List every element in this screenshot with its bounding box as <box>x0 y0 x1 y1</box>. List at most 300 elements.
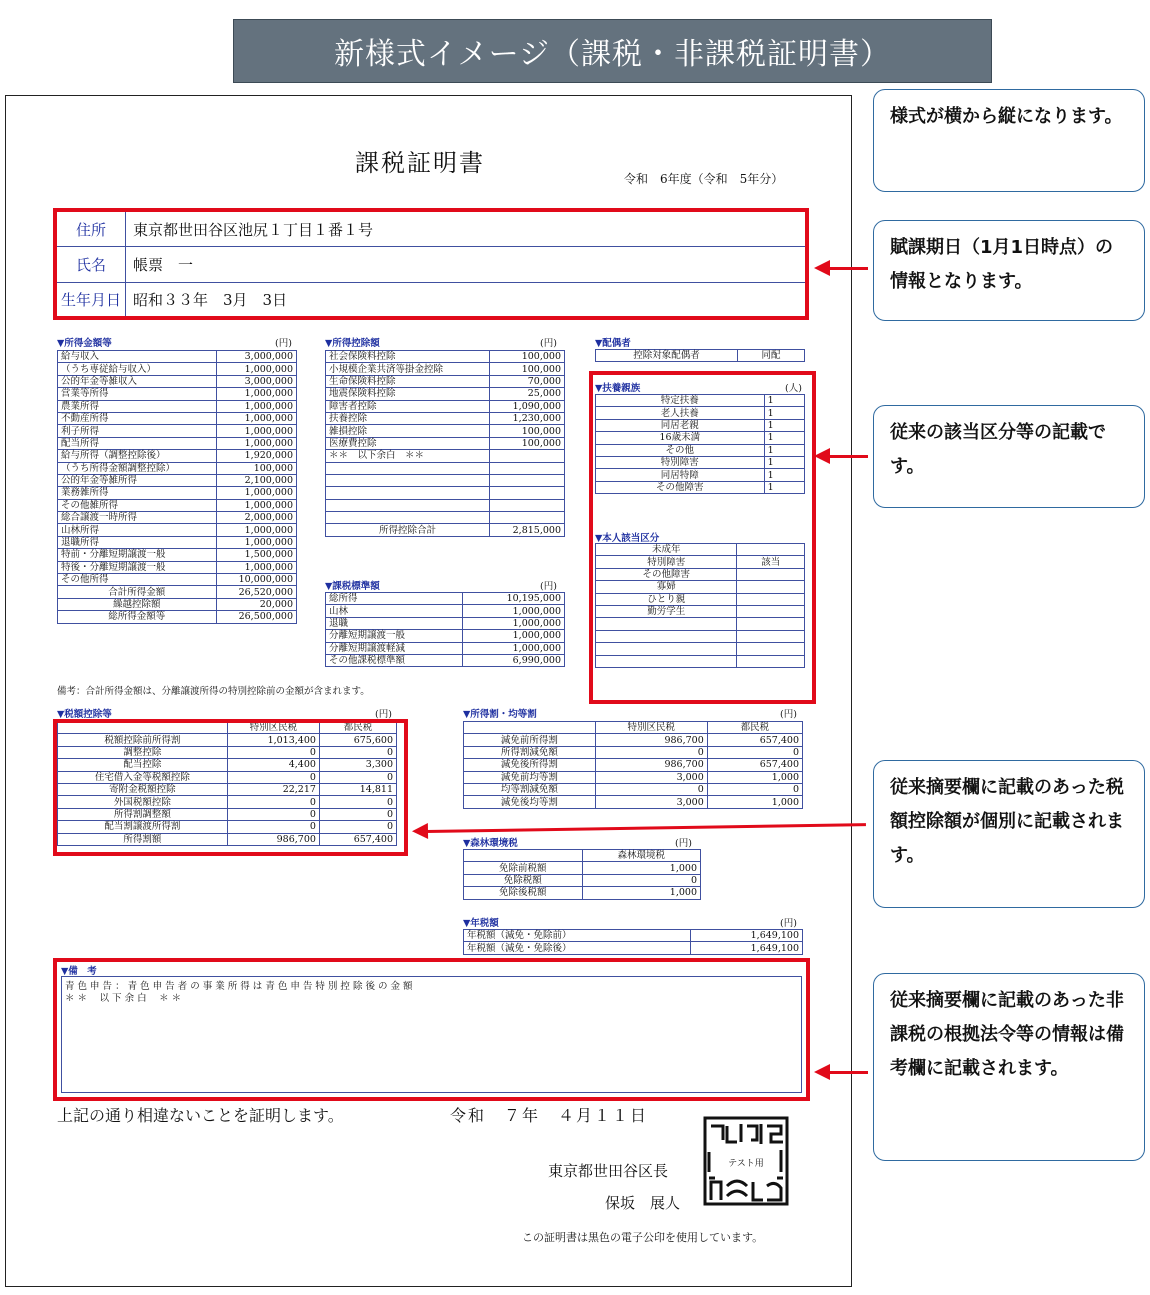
deduction-row <box>326 412 565 424</box>
taxcredit-label: 所得割額 <box>58 833 228 845</box>
deduction-total-value: 2,815,000 <box>489 524 564 536</box>
self-value <box>737 605 805 617</box>
taxbase-row <box>326 630 565 642</box>
incomesplit-ward-value: 3,000 <box>595 796 707 808</box>
annual-row <box>464 942 803 954</box>
deduction-row <box>326 425 565 437</box>
self-row <box>596 618 805 630</box>
taxcredit-label: 配当割譲渡所得割 <box>58 821 228 833</box>
incomesplit-label: 所得割減免額 <box>464 746 596 758</box>
self-row <box>596 593 805 605</box>
taxbase-unit: (円) <box>540 581 557 592</box>
deduction-value <box>489 474 564 486</box>
income-row <box>58 388 297 400</box>
deduction-value: 100,000 <box>489 351 564 363</box>
income-row <box>58 474 297 486</box>
deduction-heading: ▼所得控除額 <box>325 338 380 349</box>
banner-title: 新様式イメージ（課税・非課税証明書） <box>233 19 992 83</box>
taxcredit-ward-value: 0 <box>227 746 319 758</box>
income-row <box>58 499 297 511</box>
deduction-label: ＊＊ 以下余白 ＊＊ <box>326 450 490 462</box>
income-label: その他雑所得 <box>58 499 217 511</box>
income-label: 配当所得 <box>58 437 217 449</box>
deduction-label: 医療費控除 <box>326 437 490 449</box>
incomesplit-ward-value: 3,000 <box>595 771 707 783</box>
income-label: 給与収入 <box>58 351 217 363</box>
income-row <box>58 412 297 424</box>
self-label <box>596 618 737 630</box>
spouse-heading: ▼配偶者 <box>595 338 631 349</box>
deduction-label: 障害者控除 <box>326 400 490 412</box>
deduction-label <box>326 499 490 511</box>
income-label: 農業所得 <box>58 400 217 412</box>
income-row <box>58 375 297 387</box>
incomesplit-label: 減免前所得割 <box>464 734 596 746</box>
deduction-value: 100,000 <box>489 363 564 375</box>
taxcredit-ward-value: 0 <box>227 821 319 833</box>
income-label: 不動産所得 <box>58 412 217 424</box>
dependents-count: 1 <box>764 444 804 456</box>
self-heading: ▼本人該当区分 <box>595 533 660 544</box>
taxbase-row <box>326 617 565 629</box>
taxbase-value: 1,000,000 <box>463 617 565 629</box>
remarks-line2: ＊ ＊ 以 下 余 白 ＊ ＊ <box>65 993 182 1004</box>
annual-value: 1,649,100 <box>690 930 802 942</box>
taxcredit-ward-value: 22,217 <box>227 783 319 795</box>
deduction-value: 70,000 <box>489 375 564 387</box>
dependents-count: 1 <box>764 419 804 431</box>
income-row <box>58 512 297 524</box>
deduction-value <box>489 487 564 499</box>
incomesplit-col-metro: 都民税 <box>707 722 802 734</box>
incomesplit-row <box>464 734 803 746</box>
income-value: 1,000,000 <box>216 561 296 573</box>
dependents-row <box>596 432 805 444</box>
incomesplit-ward-value: 986,700 <box>595 734 707 746</box>
taxbase-value: 1,000,000 <box>463 630 565 642</box>
self-row <box>596 581 805 593</box>
deduction-row <box>326 462 565 474</box>
forest-value: 0 <box>582 874 701 886</box>
income-total-row <box>58 598 297 610</box>
income-table <box>57 350 297 624</box>
incomesplit-header-blank <box>464 722 596 734</box>
forest-row <box>464 887 701 899</box>
dependents-row <box>596 419 805 431</box>
incomesplit-row <box>464 783 803 795</box>
annual-label: 年税額（減免・免除後） <box>464 942 691 954</box>
self-table <box>595 543 805 668</box>
dependents-label: その他 <box>596 444 765 456</box>
taxbase-value: 1,000,000 <box>463 642 565 654</box>
deduction-value: 1,090,000 <box>489 400 564 412</box>
deduction-row <box>326 363 565 375</box>
self-value <box>737 655 805 667</box>
self-row <box>596 630 805 642</box>
income-label: 公的年金等雑収入 <box>58 375 217 387</box>
annual-value: 1,649,100 <box>690 942 802 954</box>
self-label: 未成年 <box>596 544 737 556</box>
spouse-table <box>595 349 805 362</box>
taxbase-label: 分離短期譲渡一般 <box>326 630 463 642</box>
forest-label: 免除後税額 <box>464 887 583 899</box>
incomesplit-row <box>464 759 803 771</box>
self-value <box>737 630 805 642</box>
remarks-line1: 青 色 申 告 ： 青 色 申 告 者 の 事 業 所 得 は 青 色 申 告 特 別 控 除 後 の 金 額 <box>65 981 413 992</box>
taxcredit-label: 寄附金税額控除 <box>58 783 228 795</box>
deduction-label <box>326 474 490 486</box>
income-row <box>58 363 297 375</box>
deduction-label <box>326 512 490 524</box>
self-value <box>737 568 805 580</box>
certify-statement: 上記の通り相違ないことを証明します。 <box>57 1106 344 1125</box>
annual-row <box>464 930 803 942</box>
forest-header <box>464 850 701 862</box>
taxcredit-label: 所得割調整額 <box>58 808 228 820</box>
deduction-value: 100,000 <box>489 425 564 437</box>
income-row <box>58 574 297 586</box>
dependents-count: 1 <box>764 407 804 419</box>
incomesplit-metro-value: 0 <box>707 746 802 758</box>
annual-heading: ▼年税額 <box>463 918 499 929</box>
annual-table <box>463 929 803 955</box>
deduction-row <box>326 450 565 462</box>
forest-unit: (円) <box>675 838 692 849</box>
self-row <box>596 556 805 568</box>
birth-label: 生年月日 <box>57 282 126 316</box>
arrow-assessment <box>828 267 868 270</box>
arrow-category <box>828 455 868 458</box>
income-value: 1,000,000 <box>216 400 296 412</box>
income-value: 1,000,000 <box>216 388 296 400</box>
forest-row <box>464 874 701 886</box>
deduction-total-row <box>326 524 565 536</box>
seal-note: この証明書は黒色の電子公印を使用しています。 <box>522 1231 764 1244</box>
income-label: 山林所得 <box>58 524 217 536</box>
taxbase-label: 総所得 <box>326 593 463 605</box>
callout-vertical-format: 様式が横から縦になります。 <box>873 89 1145 192</box>
deduction-total-label: 所得控除合計 <box>326 524 490 536</box>
deduction-value <box>489 462 564 474</box>
incomesplit-ward-value: 0 <box>595 746 707 758</box>
forest-header-blank <box>464 850 583 862</box>
deduction-label: 生命保険料控除 <box>326 375 490 387</box>
income-row <box>58 400 297 412</box>
incomesplit-header <box>464 722 803 734</box>
address-row <box>57 212 805 247</box>
dependents-label: 同居特障 <box>596 469 765 481</box>
dependents-label: 16歳未満 <box>596 432 765 444</box>
incomesplit-heading: ▼所得割・均等割 <box>463 709 537 720</box>
income-total-label: 繰越控除額 <box>58 598 217 610</box>
annual-unit: (円) <box>780 918 797 929</box>
callout-assessment-date: 賦課期日（1月1日時点）の情報となります。 <box>873 220 1145 321</box>
income-value: 1,000,000 <box>216 536 296 548</box>
dependents-count: 1 <box>764 469 804 481</box>
dependents-unit: (人) <box>785 383 802 394</box>
income-row <box>58 487 297 499</box>
dependents-label: 特定扶養 <box>596 395 765 407</box>
callout-remarks: 従来摘要欄に記載のあった非課税の根拠法令等の情報は備考欄に記載されます。 <box>873 973 1145 1161</box>
taxcredit-label: 税額控除前所得割 <box>58 734 228 746</box>
incomesplit-metro-value: 657,400 <box>707 734 802 746</box>
document-title: 課税証明書 <box>355 149 485 177</box>
incomesplit-label: 減免後均等割 <box>464 796 596 808</box>
taxcredit-metro-value: 0 <box>319 746 396 758</box>
seal-text: テスト用 <box>728 1159 764 1169</box>
dependents-label: 特別障害 <box>596 456 765 468</box>
income-total-value: 26,520,000 <box>216 586 296 598</box>
income-value: 10,000,000 <box>216 574 296 586</box>
forest-col: 森林環境税 <box>582 850 701 862</box>
self-row <box>596 605 805 617</box>
deduction-value <box>489 450 564 462</box>
taxcredit-ward-value: 0 <box>227 771 319 783</box>
taxcredit-ward-value: 1,013,400 <box>227 734 319 746</box>
income-label: その他所得 <box>58 574 217 586</box>
taxbase-value: 1,000,000 <box>463 605 565 617</box>
income-value: 1,000,000 <box>216 524 296 536</box>
income-total-label: 総所得金額等 <box>58 611 217 623</box>
spouse-value: 同配 <box>738 350 805 362</box>
arrow-remarks <box>828 1071 868 1074</box>
taxcredit-highlight <box>53 719 408 856</box>
income-value: 3,000,000 <box>216 375 296 387</box>
taxbase-value: 10,195,000 <box>463 593 565 605</box>
income-total-label: 合計所得金額 <box>58 586 217 598</box>
fiscal-year: 令和 6年度（令和 5年分） <box>624 172 784 186</box>
deduction-value: 25,000 <box>489 388 564 400</box>
income-label: （うち所得金額調整控除） <box>58 462 217 474</box>
incomesplit-row <box>464 796 803 808</box>
address-label: 住所 <box>57 212 126 246</box>
income-row <box>58 462 297 474</box>
taxcredit-label: 住宅借入金等税額控除 <box>58 771 228 783</box>
taxcredit-ward-value: 0 <box>227 796 319 808</box>
taxbase-heading: ▼課税標準額 <box>325 581 380 592</box>
taxbase-value: 6,990,000 <box>463 654 565 666</box>
taxbase-row <box>326 605 565 617</box>
incomesplit-label: 均等割減免額 <box>464 783 596 795</box>
income-row <box>58 450 297 462</box>
taxcredit-metro-value: 675,600 <box>319 734 396 746</box>
name-label: 氏名 <box>57 246 126 282</box>
self-value <box>737 643 805 655</box>
deduction-unit: (円) <box>540 338 557 349</box>
taxbase-label: 退職 <box>326 617 463 629</box>
incomesplit-ward-value: 986,700 <box>595 759 707 771</box>
incomesplit-metro-value: 0 <box>707 783 802 795</box>
self-label: 勤労学生 <box>596 605 737 617</box>
income-total-row <box>58 586 297 598</box>
self-value <box>737 544 805 556</box>
self-row <box>596 544 805 556</box>
incomesplit-row <box>464 746 803 758</box>
forest-label: 免除前税額 <box>464 862 583 874</box>
dependents-label: 老人扶養 <box>596 407 765 419</box>
taxbase-row <box>326 654 565 666</box>
deduction-row <box>326 375 565 387</box>
income-value: 1,000,000 <box>216 363 296 375</box>
income-value: 1,500,000 <box>216 549 296 561</box>
dependents-row <box>596 407 805 419</box>
taxbase-row <box>326 593 565 605</box>
dependents-heading: ▼扶養親族 <box>595 383 641 394</box>
self-value <box>737 593 805 605</box>
official-seal-icon <box>703 1116 789 1206</box>
callout-category: 従来の該当区分等の記載です。 <box>873 405 1145 508</box>
income-value: 3,000,000 <box>216 351 296 363</box>
income-row <box>58 524 297 536</box>
dependents-count: 1 <box>764 395 804 407</box>
mayor-name: 保坂 展人 <box>605 1194 681 1212</box>
deduction-value: 1,230,000 <box>489 412 564 424</box>
income-label: 営業等所得 <box>58 388 217 400</box>
income-label: 特前・分離短期譲渡一般 <box>58 549 217 561</box>
taxcredit-metro-value: 0 <box>319 808 396 820</box>
deduction-row <box>326 499 565 511</box>
spouse-label: 控除対象配偶者 <box>596 350 738 362</box>
deduction-value <box>489 512 564 524</box>
income-row <box>58 351 297 363</box>
income-label: 給与所得（調整控除後） <box>58 450 217 462</box>
income-row <box>58 437 297 449</box>
deduction-label: 扶養控除 <box>326 412 490 424</box>
income-value: 100,000 <box>216 462 296 474</box>
income-note: 備考：合計所得金額は、分離譲渡所得の特別控除前の金額が含まれます。 <box>57 686 370 697</box>
dependents-row <box>596 444 805 456</box>
income-label: （うち専従給与収入） <box>58 363 217 375</box>
taxcredit-unit: (円) <box>375 709 392 720</box>
deduction-value: 100,000 <box>489 437 564 449</box>
taxcredit-metro-value: 657,400 <box>319 833 396 845</box>
remarks-inner <box>61 976 802 1093</box>
forest-row <box>464 862 701 874</box>
dependents-row <box>596 481 805 493</box>
incomesplit-col-ward: 特別区民税 <box>595 722 707 734</box>
deduction-row <box>326 437 565 449</box>
self-row <box>596 655 805 667</box>
self-label: 特別障害 <box>596 556 737 568</box>
self-label: 寡婦 <box>596 581 737 593</box>
income-row <box>58 425 297 437</box>
deduction-label: 地震保険料控除 <box>326 388 490 400</box>
dependents-label: 同居老親 <box>596 419 765 431</box>
incomesplit-ward-value: 0 <box>595 783 707 795</box>
incomesplit-label: 減免前均等割 <box>464 771 596 783</box>
self-row <box>596 643 805 655</box>
deduction-label <box>326 487 490 499</box>
incomesplit-unit: (円) <box>780 709 797 720</box>
taxbase-row <box>326 642 565 654</box>
taxcredit-ward-value: 0 <box>227 808 319 820</box>
income-label: 公的年金等雑所得 <box>58 474 217 486</box>
income-total-value: 26,500,000 <box>216 611 296 623</box>
income-unit: (円) <box>275 338 292 349</box>
deduction-label <box>326 462 490 474</box>
income-total-value: 20,000 <box>216 598 296 610</box>
deduction-value <box>489 499 564 511</box>
dependents-count: 1 <box>764 481 804 493</box>
deduction-label: 社会保険料控除 <box>326 351 490 363</box>
callout-tax-credit: 従来摘要欄に記載のあった税額控除額が個別に記載されます。 <box>873 760 1145 908</box>
dependents-label: その他障害 <box>596 481 765 493</box>
taxbase-label: 山林 <box>326 605 463 617</box>
income-value: 2,000,000 <box>216 512 296 524</box>
income-row <box>58 549 297 561</box>
incomesplit-table <box>463 721 803 809</box>
income-value: 2,100,000 <box>216 474 296 486</box>
deduction-row <box>326 512 565 524</box>
self-label: その他障害 <box>596 568 737 580</box>
birth-value: 昭和３３年 3月 3日 <box>133 290 288 309</box>
income-value: 1,920,000 <box>216 450 296 462</box>
income-value: 1,000,000 <box>216 425 296 437</box>
dependents-row <box>596 395 805 407</box>
deduction-row <box>326 388 565 400</box>
income-heading: ▼所得金額等 <box>57 338 112 349</box>
dependents-row <box>596 456 805 468</box>
forest-value: 1,000 <box>582 862 701 874</box>
name-value: 帳票 一 <box>133 255 194 274</box>
forest-heading: ▼森林環境税 <box>463 838 518 849</box>
taxcredit-col-ward: 特別区民税 <box>227 722 319 734</box>
taxcredit-col-metro: 都民税 <box>319 722 396 734</box>
income-value: 1,000,000 <box>216 499 296 511</box>
taxcredit-ward-value: 4,400 <box>227 759 319 771</box>
deduction-row <box>326 351 565 363</box>
self-label <box>596 655 737 667</box>
taxbase-label: その他課税標準額 <box>326 654 463 666</box>
income-total-row <box>58 611 297 623</box>
taxcredit-metro-value: 0 <box>319 796 396 808</box>
personal-info-box <box>53 208 809 320</box>
incomesplit-metro-value: 657,400 <box>707 759 802 771</box>
taxcredit-metro-value: 3,300 <box>319 759 396 771</box>
taxcredit-metro-value: 0 <box>319 771 396 783</box>
taxcredit-heading: ▼税額控除等 <box>57 709 112 720</box>
income-value: 1,000,000 <box>216 487 296 499</box>
taxcredit-label: 外国税額控除 <box>58 796 228 808</box>
deduction-row <box>326 400 565 412</box>
remarks-box <box>53 958 810 1101</box>
deduction-label: 小規模企業共済等掛金控除 <box>326 363 490 375</box>
self-row <box>596 568 805 580</box>
taxcredit-metro-value: 14,811 <box>319 783 396 795</box>
incomesplit-metro-value: 1,000 <box>707 771 802 783</box>
deduction-row <box>326 474 565 486</box>
income-label: 総合譲渡一時所得 <box>58 512 217 524</box>
deduction-label: 雑損控除 <box>326 425 490 437</box>
deduction-row <box>326 487 565 499</box>
dependents-row <box>596 469 805 481</box>
dependents-count: 1 <box>764 432 804 444</box>
taxcredit-metro-value: 0 <box>319 821 396 833</box>
issue-date: 令和 ７年 ４月１１日 <box>450 1106 649 1125</box>
dependents-table <box>595 394 805 494</box>
mayor-title: 東京都世田谷区長 <box>548 1162 669 1180</box>
income-row <box>58 536 297 548</box>
taxcredit-label: 調整控除 <box>58 746 228 758</box>
self-label <box>596 643 737 655</box>
income-row <box>58 561 297 573</box>
forest-value: 1,000 <box>582 887 701 899</box>
remarks-heading: ▼備 考 <box>61 966 97 977</box>
incomesplit-label: 減免後所得割 <box>464 759 596 771</box>
incomesplit-metro-value: 1,000 <box>707 796 802 808</box>
self-value <box>737 581 805 593</box>
income-value: 1,000,000 <box>216 412 296 424</box>
